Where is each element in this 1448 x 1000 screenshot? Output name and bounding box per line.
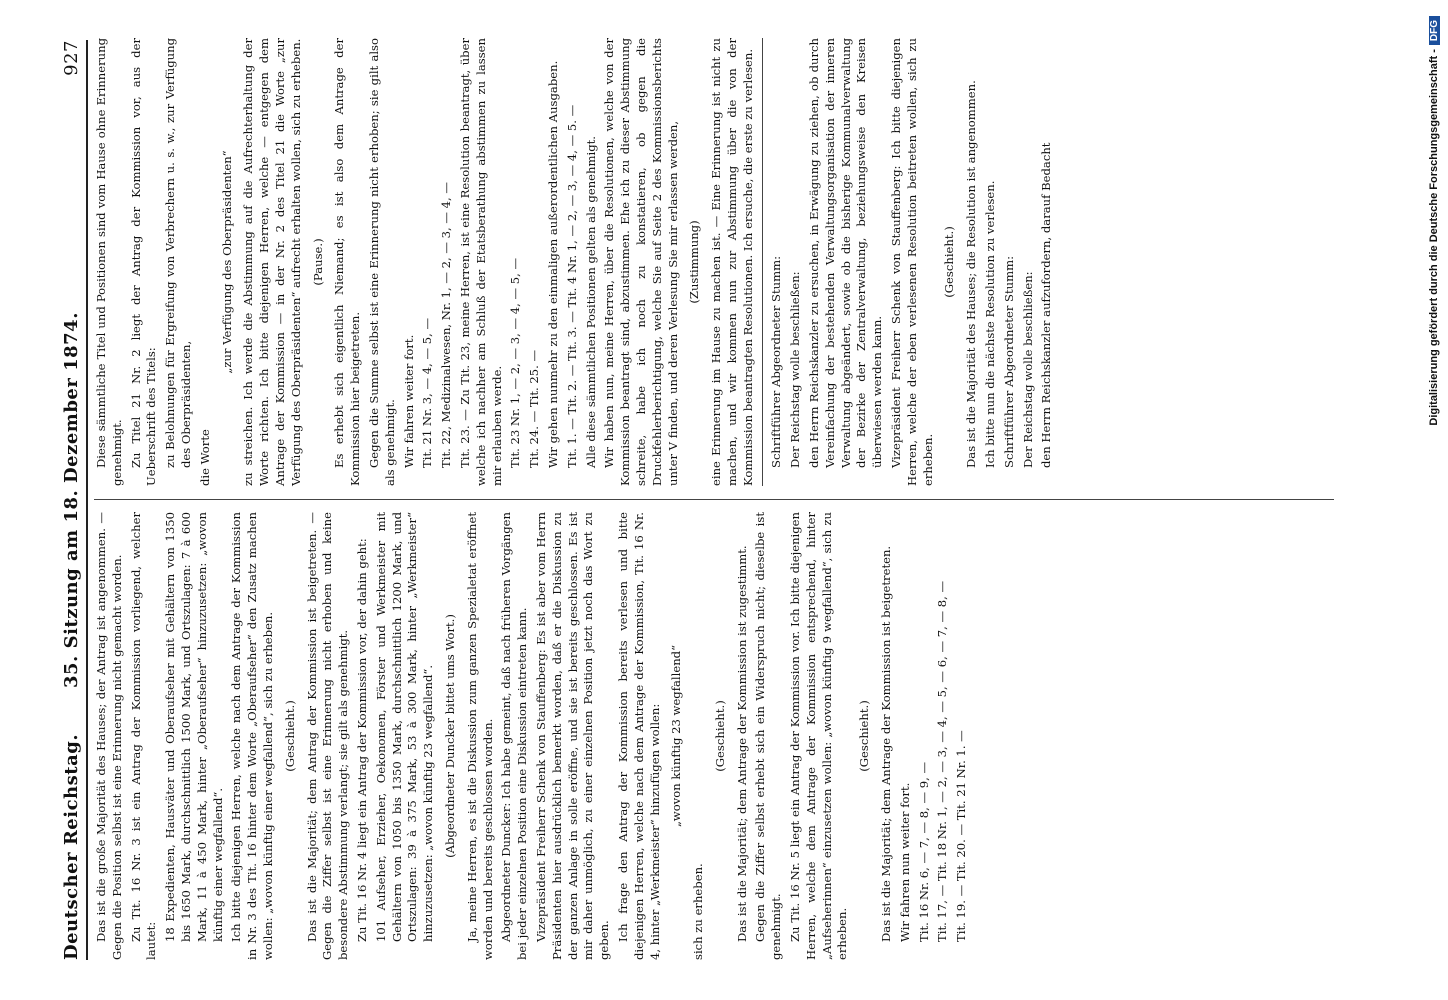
stage-direction: (Geschieht.) — [857, 700, 872, 772]
paragraph: Ich frage den Antrag der Kommission bereits verlesen und bitte diejenigen Herren, welche nach dem Antrage der Kommission, Tit. 16 Nr. 4, hinter „Werkmeister“ hinzufügen wollen: — [615, 512, 662, 960]
paragraph: Vizepräsident Freiherr Schenk von Stauffenberg: Es ist aber vom Herrn Präsidenten hier ausdrücklich bemerkt worden, daß er die Diskussion zu der ganzen Anlage in solle eröffne, und sie ist bereits geschlossen. Es ist mir daher unmöglich, zu einer einzelnen Position jetzt noch das Wort zu geben. — [533, 512, 612, 960]
paragraph: sich zu erheben. — [691, 863, 706, 960]
page-header — [56, 40, 88, 960]
paragraph: Gegen die Ziffer selbst erhebt sich ein Widerspruch nicht; dieselbe ist genehmigt. — [753, 512, 784, 960]
paragraph: Tit. 24. — Tit. 25. — — [527, 349, 542, 468]
paragraph: Zu Tit. 16 Nr. 5 liegt ein Antrag der Kommission vor. Ich bitte diejenigen Herren, welche dem Antrage der Kommission entsprechend, hinter „Aufseherinnen“ einzusetzen wollen: „wovon künftig 9 wegfallend“, sich zu erheben. — [788, 512, 850, 960]
paragraph: den Herrn Reichskanzler aufzufordern, darauf Bedacht — [1039, 142, 1054, 468]
paragraph: Der Reichstag wolle beschließen: — [1020, 271, 1035, 468]
paragraph: Tit. 17, — Tit. 18 Nr. 1, — 2, — 3, — 4, — 5, — 6, — 7, — 8, — — [935, 580, 950, 942]
paragraph: Wir gehen nunmehr zu den einmaligen außerordentlichen Ausgaben. — [545, 60, 560, 468]
paragraph: Alle diese sämmtlichen Positionen gelten als genehmigt. — [583, 136, 598, 468]
section-rule — [762, 38, 763, 486]
paragraph: Zu Tit. 16 Nr. 4 liegt ein Antrag der Kommission vor, der dahin geht: — [354, 538, 369, 942]
paragraph: Es erhebt sich eigentlich Niemand; es ist also dem Antrage der Kommission hier beigetreten. — [332, 38, 363, 486]
stage-direction: (Geschieht.) — [942, 226, 957, 298]
column-divider — [94, 499, 1334, 500]
paragraph: Tit. 23. — Zu Tit. 23, meine Herren, ist eine Resolution beantragt, über welche ich nachher am Schluß der Etatsberathung abstimmen zu lassen mir erlauben werde. — [457, 38, 504, 486]
speaker-line: Schriftführer Abgeordneter Stumm: — [769, 255, 784, 468]
paragraph: zu Belohnungen für Ergreifung von Verbrechern u. s. w., zur Verfügung des Oberpräsidenten, — [163, 38, 193, 468]
paragraph: Das ist die Majorität; dem Antrage der Kommission ist zugestimmt. — [734, 545, 749, 942]
paragraph: den Herrn Reichskanzler zu ersuchen, in Erwägung zu ziehen, ob durch Vereinfachung der bestehenden Verwaltungsorganisation der inneren Verwaltung abgeändert, sowie ob die bisherige Kommunalverwaltung der Bezirke der Zentralverwaltung, beziehungsweise den Kreisen überwiesen werden kann. — [807, 38, 885, 468]
stage-direction: (Geschieht.) — [282, 700, 297, 772]
header-publication: Deutscher Reichstag. — [61, 733, 82, 960]
page-number: 927 — [61, 40, 82, 76]
paragraph: Wir fahren nun weiter fort. — [897, 782, 912, 942]
paragraph: Das ist die große Majorität des Hauses; der Antrag ist angenommen. — Gegen die Position selbst ist eine Erinnerung nicht gemacht worden. — [94, 512, 124, 960]
paragraph: Ich bitte nun die nächste Resolution zu verlesen. — [983, 180, 998, 468]
paragraph: Ja, meine Herren, es ist die Diskussion zum ganzen Spezialetat eröffnet worden und bereits geschlossen worden. — [464, 512, 495, 960]
dfg-sidebar — [1404, 6, 1440, 996]
paragraph: Tit. 23 Nr. 1, — 2, — 3, — 4, — 5, — — [508, 257, 523, 468]
paragraph: Das ist die Majorität; dem Antrage der Kommission ist beigetreten. — [879, 545, 894, 942]
dfg-notice-text: Digitalisierung gefördert durch die Deutsche Forschungsgemeinschaft - — [1428, 49, 1440, 426]
paragraph: Zu Tit. 16 Nr. 3 ist ein Antrag der Kommission vorliegend, welcher lautet: — [128, 512, 159, 960]
speaker-line: Schriftführer Abgeordneter Stumm: — [1001, 255, 1016, 468]
paragraph: 101 Aufseher, Erzieher, Oekonomen, Förster und Werkmeister mit Gehältern von 1050 bis 1350 Mark, durchschnittlich 1200 Mark, und Ortszulagen: 39 à 375 Mark, 53 à 300 Mark, hinter „Werkmeister“ hinzuzusetzen: „wovon künftig 23 wegfallend“. — [373, 512, 436, 942]
paragraph: Gegen die Summe selbst ist eine Erinnerung nicht erhoben; sie gilt also als genehmigt. — [366, 38, 397, 486]
paragraph: eine Erinnerung im Hause zu machen ist. — Eine Erinnerung ist nicht zu machen, und wir kommen nun zur Abstimmung über die von der Kommission beantragten Resolutionen. Ich ersuche, die erste zu verlesen. — [709, 38, 755, 486]
paragraph: Tit. 16 Nr. 6, — 7, — 8, — 9, — — [916, 761, 931, 942]
paragraph: 18 Expedienten, Hausväter und Oberaufseher mit Gehältern von 1350 bis 1650 Mark, durchschnittlich 1500 Mark, und Ortszulagen: 7 à 600 Mark, 11 à 450 Mark, hinter „Oberaufseher“ hinzuzusetzen: „wovon künftig einer wegfallend“. — [163, 512, 225, 942]
paragraph: Wir fahren weiter fort. — [401, 334, 416, 468]
left-column — [94, 512, 1324, 960]
quote: „wovon künftig 23 wegfallend“ — [669, 644, 684, 828]
paragraph: Abgeordneter Duncker: Ich habe gemeint, daß nach früheren Vorgängen bei jeder einzelnen Position eine Diskussion eintreten kann. — [499, 512, 530, 960]
paragraph: Tit. 1. — Tit. 2. — Tit. 3. — Tit. 4 Nr. 1, — 2, — 3, — 4, — 5. — — [564, 104, 579, 468]
paragraph: Der Reichstag wolle beschließen: — [788, 271, 803, 468]
paragraph: Zu Titel 21 Nr. 2 liegt der Antrag der Kommission vor, aus der Ueberschrift des Titels: — [128, 38, 159, 486]
paragraph: Tit. 22, Medizinalwesen, Nr. 1, — 2, — 3, — 4, — — [439, 182, 454, 468]
stage-direction: (Geschieht.) — [712, 700, 727, 772]
paragraph: zu streichen. Ich werde die Abstimmung auf die Aufrechterhaltung der Worte richten. Ich bitte diejenigen Herren, welche — entgegen dem Antrage der Kommission — in der Nr. 2 des Titel 21 die Worte „zur Verfügung des Oberpräsidenten“ aufrecht erhalten wollen, sich zu erheben. — [241, 38, 303, 486]
dfg-notice — [1428, 16, 1448, 996]
paragraph: Ich bitte diejenigen Herren, welche nach dem Antrage der Kommission in Nr. 3 des Tit. 16 hinter dem Worte „Oberaufseher“ den Zusatz machen wollen: „wovon künftig einer wegfallend“, sich zu erheben. — [229, 512, 275, 960]
paragraph: Tit. 19. — Tit. 20. — Tit. 21 Nr. 1. — — [954, 730, 969, 942]
paragraph: Diese sämmtliche Titel und Positionen sind vom Hause ohne Erinnerung genehmigt. — [94, 38, 124, 486]
paragraph: Tit. 21 Nr. 3, — 4, — 5, — — [420, 317, 435, 468]
right-column — [94, 38, 1324, 486]
dfg-logo: DFG — [1429, 16, 1440, 45]
quote: „zur Verfügung des Oberpräsidenten“ — [219, 150, 234, 374]
stage-direction: (Abgeordneter Duncker bittet ums Wort.) — [442, 614, 457, 858]
paragraph: Das ist die Majorität des Hauses; die Resolution ist angenommen. — [964, 80, 979, 468]
paragraph: die Worte — [197, 429, 212, 486]
paragraph: Wir haben nun, meine Herren, über die Resolutionen, welche von der Kommission beantragt sind, abzustimmen. Ehe ich zu dieser Abstimmung schreite, habe ich noch zu konstatieren, ob gegen die Druckfehlerberichtigung, welche Sie auf Seite 2 des Kommissionsberichts unter V finden, und deren Verlesung Sie mir erlassen werden, — [602, 38, 680, 486]
paragraph: Das ist die Majorität; dem Antrag der Kommission ist beigetreten. — Gegen die Ziffer selbst ist eine Erinnerung nicht erhoben und keine besondere Abstimmung verlangt; sie gilt als genehmigt. — [304, 512, 351, 960]
stage-direction: (Zustimmung) — [687, 220, 702, 304]
paragraph: Vizepräsident Freiherr Schenk von Stauffenberg: Ich bitte diejenigen Herren, welche der eben verlesenen Resolution beitreten wollen, sich zu erheben. — [889, 38, 935, 486]
header-session: 35. Sitzung am 18. Dezember 1874. — [61, 312, 82, 688]
stage-direction: (Pause.) — [310, 238, 325, 286]
